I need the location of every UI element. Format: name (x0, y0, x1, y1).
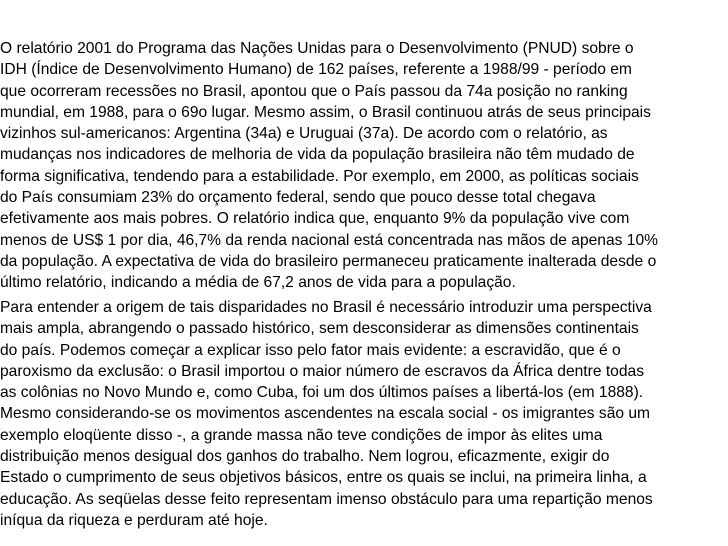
text-line: mudanças nos indicadores de melhoria de vida da população brasileira não têm mudado de (0, 146, 635, 164)
text-line: vizinhos sul-americanos: Argentina (34a) e Uruguai (37a). De acordo com o relatório, as (0, 125, 608, 143)
text-line: do país. Podemos começar a explicar isso pelo fator mais evidente: a escravidão, que é o (0, 341, 621, 359)
paragraph-historical-origins (0, 297, 728, 531)
text-line: forma significativa, tendendo para a estabilidade. Por exemplo, em 2000, as políticas sociais (0, 167, 639, 185)
text-line: IDH (Índice de Desenvolvimento Humano) de 162 países, referente a 1988/99 - período em (0, 61, 632, 79)
text-line: educação. As seqüelas desse feito representam imenso obstáculo para uma repartição menos (0, 490, 653, 508)
text-line: efetivamente aos mais pobres. O relatório indica que, enquanto 9% da população vive com (0, 210, 630, 228)
text-line: mundial, em 1988, para o 69o lugar. Mesmo assim, o Brasil continuou atrás de seus principais (0, 103, 651, 121)
paragraph-pnud-report (0, 38, 728, 294)
text-line: iníqua da riqueza e perduram até hoje. (0, 511, 268, 529)
text-line: distribuição menos desigual dos ganhos do trabalho. Nem logrou, eficazmente, exigir do (0, 448, 610, 466)
text-line: exemplo eloqüente disso -, a grande massa não teve condições de impor às elites uma (0, 426, 603, 444)
text-line: Estado o cumprimento de seus objetivos básicos, entre os quais se inclui, na primeira linha, a (0, 469, 647, 487)
text-line: mais ampla, abrangendo o passado histórico, sem desconsiderar as dimensões continentais (0, 320, 639, 338)
text-line: O relatório 2001 do Programa das Nações Unidas para o Desenvolvimento (PNUD) sobre o (0, 40, 634, 57)
text-line: Mesmo considerando-se os movimentos ascendentes na escala social - os imigrantes são um (0, 405, 651, 423)
text-line: Para entender a origem de tais disparidades no Brasil é necessário introduzir uma perspectiva (0, 299, 652, 316)
text-line: que ocorreram recessões no Brasil, apontou que o País passou da 74a posição no ranking (0, 82, 628, 100)
text-line: menos de US$ 1 por dia, 46,7% da renda nacional está concentrada nas mãos de apenas 10% (0, 231, 658, 249)
text-line: paroxismo da exclusão: o Brasil importou o maior número de escravos da África dentre todas (0, 362, 644, 380)
text-line: do País consumiam 23% do orçamento federal, sendo que pouco desse total chegava (0, 189, 596, 207)
text-line: da população. A expectativa de vida do brasileiro permaneceu praticamente inalterada desde o (0, 252, 657, 270)
text-line: último relatório, indicando a média de 67,2 anos de vida para a população. (0, 274, 516, 292)
text-line: as colônias no Novo Mundo e, como Cuba, foi um dos últimos países a libertá-los (em 1888). (0, 384, 644, 402)
